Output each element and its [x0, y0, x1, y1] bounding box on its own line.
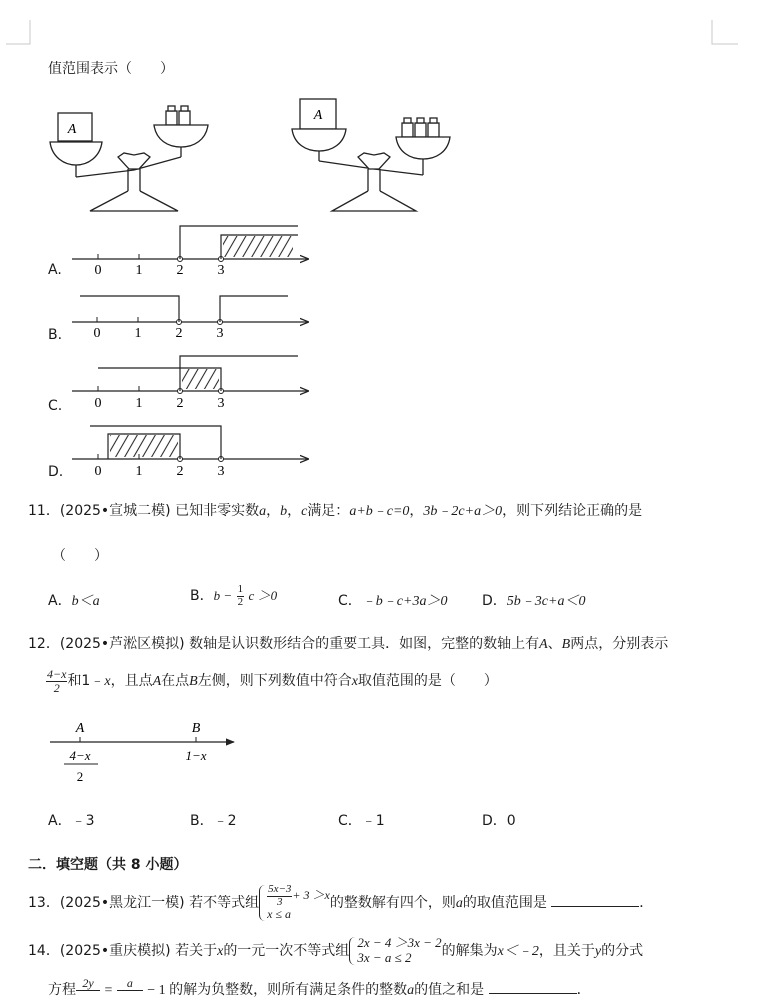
q10-option-b-label[interactable]: B.: [48, 327, 63, 343]
q10-option-c-label[interactable]: C.: [48, 398, 63, 414]
var-a: a: [407, 983, 415, 999]
sep: ，: [409, 503, 424, 519]
q11-option-a[interactable]: [48, 590, 100, 610]
tick-3: 3: [217, 396, 225, 411]
point-b-value: 1−x: [185, 748, 207, 763]
q13-text: 的整数解有四个，则: [329, 894, 456, 911]
q12-option-c[interactable]: C．﹣1: [338, 813, 385, 829]
inequality-system: [349, 936, 441, 966]
q11-condition-2: 3b﹣2c+a＞0: [423, 504, 503, 519]
q11-stem: [28, 500, 642, 520]
q11-text: ，则下列结论正确的是: [502, 503, 643, 519]
var-a: a: [455, 895, 463, 911]
option-letter: A．: [48, 593, 72, 609]
q14-text: 若关于: [175, 942, 218, 959]
tick-0: 0: [94, 263, 102, 278]
sep: ，: [266, 503, 281, 519]
sep: 、: [547, 636, 562, 652]
q12-text: 取值范围的是（ ）: [357, 673, 498, 690]
q14-stem-line2: 方程 2y = a − 1 的解为负整数，则所有满足条件的整数a的值之和是 ．: [48, 977, 591, 1003]
point-a-label: A: [75, 721, 85, 736]
box-a-label-2: A: [313, 108, 323, 123]
q12-text: 左侧，则下列数值中符合: [197, 673, 352, 690]
answer-blank[interactable]: [489, 981, 577, 994]
point-b-label: B: [191, 721, 201, 736]
fraction-2y: 2y: [76, 977, 100, 1003]
point-b: B: [561, 637, 571, 652]
q14-text: − 1 的解为负整数，则所有满足条件的整数: [147, 983, 408, 999]
var-x: x: [351, 674, 358, 690]
section-title: 二．填空题（共 8 小题）: [28, 857, 188, 873]
q10-option-d-label[interactable]: D.: [48, 464, 64, 480]
q12-option-a[interactable]: A．﹣3: [48, 813, 95, 829]
tick-0: 0: [94, 464, 102, 479]
tick-1: 1: [135, 396, 143, 411]
q12-text: 在点: [161, 673, 190, 690]
q14-text: 的分式: [601, 942, 644, 959]
box-a-label: A: [67, 122, 77, 137]
q12-stem-line2: [46, 668, 498, 694]
q14-stem-line1: [28, 936, 643, 966]
point-a: A: [152, 674, 162, 690]
q10-option-c-numberline: [70, 350, 320, 412]
tick-3: 3: [217, 464, 225, 479]
option-text: 5b﹣3c+a＜0: [506, 594, 586, 609]
q14-text: ，且关于: [538, 942, 595, 959]
point-a-value-num: 4−x: [69, 748, 91, 763]
answer-blank[interactable]: [551, 894, 639, 907]
q14-number: 14．: [28, 942, 60, 959]
tick-0: 0: [93, 326, 101, 341]
var-c: c: [301, 504, 308, 519]
q11-source: (2025•宣城二模): [59, 503, 171, 519]
q10-option-a-numberline: [70, 222, 320, 280]
option-text: b −: [213, 588, 233, 604]
point-a: A: [539, 637, 548, 652]
q11-text: 已知非零实数: [175, 503, 260, 519]
var-y: y: [594, 943, 602, 959]
fraction-one-half: $\frac{1}{2}$: [237, 583, 244, 608]
tick-0: 0: [94, 396, 102, 411]
q10-stem-tail: 值范围表示（ ）: [48, 61, 174, 77]
inequality-2: x ≤ a: [267, 907, 292, 922]
q12-number: 12．: [28, 636, 60, 652]
q10-option-d-numberline: [70, 420, 320, 482]
q10-option-a-label[interactable]: A.: [48, 262, 62, 278]
inequality-system: [259, 884, 330, 922]
point-b: B: [189, 674, 198, 690]
option-letter: C．: [338, 593, 362, 609]
var-a: a: [259, 504, 267, 519]
q14-text: 方程: [48, 982, 76, 999]
point-a-value-den: 2: [76, 769, 84, 784]
q10-option-b-numberline: [70, 286, 320, 344]
tick-2: 2: [176, 396, 184, 411]
fraction-a: a: [117, 977, 143, 1003]
tick-1: 1: [135, 263, 143, 278]
tick-1: 1: [135, 464, 143, 479]
tick-3: 3: [216, 326, 224, 341]
q11-option-d[interactable]: [482, 590, 585, 610]
q14-text: 的值之和是: [414, 982, 485, 999]
q13-text: 若不等式组: [189, 894, 260, 911]
q12-text: 数轴是认识数形结合的重要工具．如图，完整的数轴上有: [189, 636, 540, 652]
q12-text: 两点，分别表示: [570, 636, 669, 652]
solution-set: x＜﹣2: [497, 943, 539, 959]
q12-number-line-figure: [48, 716, 248, 788]
q13-text: 的取值范围是: [462, 894, 547, 911]
option-text: b＜a: [71, 594, 100, 609]
var-b: b: [280, 504, 288, 519]
tick-2: 2: [175, 326, 183, 341]
page-corner-marks: [0, 0, 758, 50]
q11-number: 11．: [28, 503, 60, 519]
equals-sign: =: [104, 983, 113, 999]
q11-option-b[interactable]: [190, 584, 277, 608]
q12-source: (2025•芦淞区模拟): [59, 636, 185, 652]
q11-condition-1: a+b﹣c=0: [349, 504, 410, 519]
q11-option-c[interactable]: [338, 590, 447, 610]
q13-stem: 13．(2025•黑龙江一模) 若不等式组 $\frac{5x-3}{3}$ + 3 ＞x x ≤ a 的整数解有四个，则a的取值范围是 ．: [28, 883, 654, 922]
option-text: c ＞0: [248, 588, 278, 604]
option-text: ﹣b﹣c+3a＞0: [361, 594, 448, 609]
tick-1: 1: [134, 326, 142, 341]
q12-option-b[interactable]: B．﹣2: [190, 813, 237, 829]
q14-source: (2025•重庆模拟): [59, 942, 171, 959]
tick-2: 2: [176, 464, 184, 479]
var-x: x: [104, 674, 111, 690]
inequality-1: $\frac{5x-3}{3}$ + 3 ＞x: [268, 883, 330, 908]
sep: ，: [287, 503, 302, 519]
fraction-4-minus-x-over-2: $\frac{4-x}{2}$: [47, 667, 67, 695]
option-letter: D．: [482, 593, 507, 609]
q12-option-d[interactable]: D．0: [482, 813, 516, 829]
q12-text: 和1﹣: [67, 673, 105, 690]
tick-3: 3: [217, 263, 225, 278]
inequality-2: 3x − a ≤ 2: [357, 949, 412, 965]
q14-text: 的一元一次不等式组: [223, 942, 350, 959]
q11-text: 满足：: [307, 503, 350, 519]
q13-source: (2025•黑龙江一模): [59, 894, 185, 911]
inequality-1: 2x − 4 ＞3x − 2: [357, 935, 442, 950]
q12-stem-line1: [28, 633, 668, 653]
var-x: x: [217, 943, 224, 959]
q12-text: ，且点: [110, 673, 153, 690]
balance-scales-figure: [44, 95, 464, 215]
q11-answer-paren: （ ）: [52, 548, 108, 564]
q13-number: 13．: [28, 894, 60, 911]
q14-text: 的解集为: [441, 942, 498, 959]
tick-2: 2: [176, 263, 184, 278]
option-letter: B．: [190, 588, 214, 605]
